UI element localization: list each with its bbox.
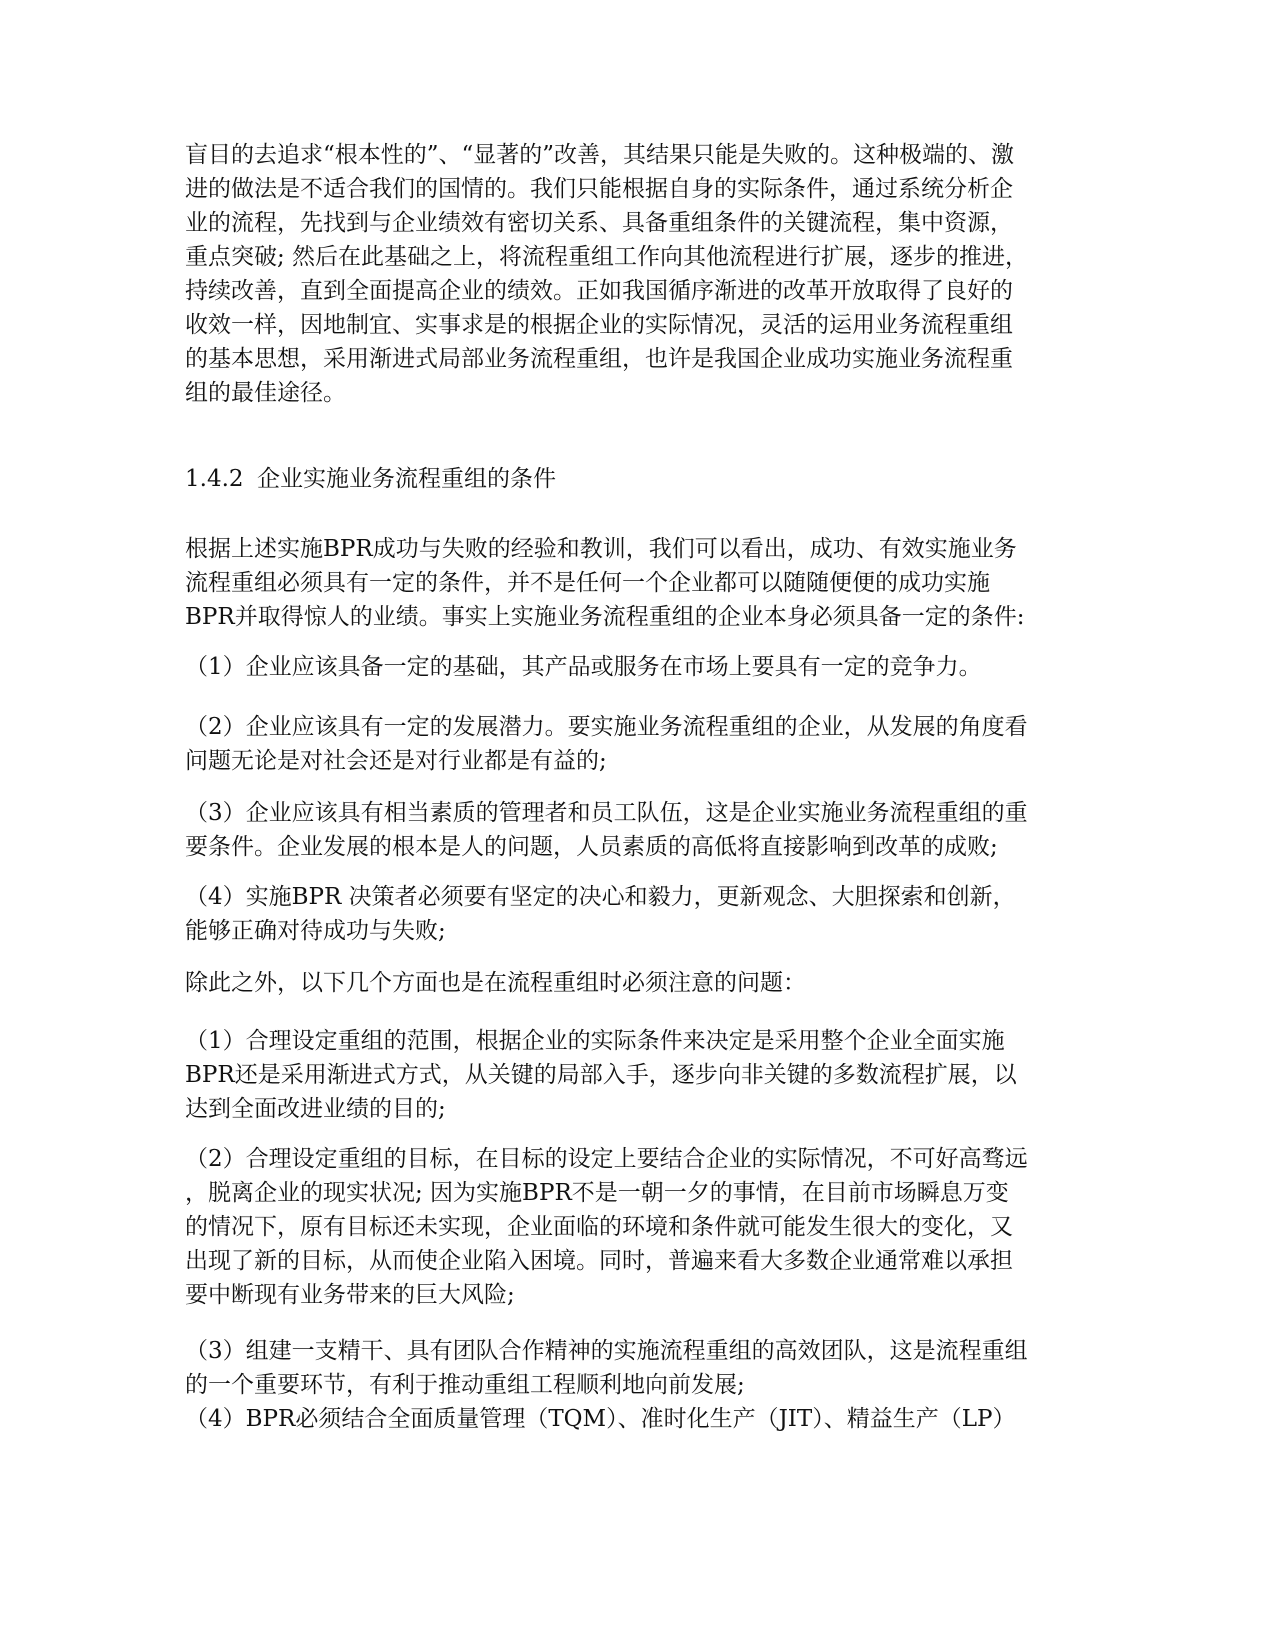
- text-line: （1）企业应该具备一定的基础，其产品或服务在市场上要具有一定的竞争力。: [185, 654, 982, 680]
- text-line: 能够正确对待成功与失败;: [185, 918, 446, 944]
- besides-paragraph: [185, 966, 1085, 1000]
- text-line: 根据上述实施BPR成功与失败的经验和教训，我们可以看出，成功、有效实施业务: [185, 536, 1017, 562]
- text-line: 业的流程，先找到与企业绩效有密切关系、具备重组条件的关键流程，集中资源，: [185, 210, 1013, 236]
- text-line: 要条件。企业发展的根本是人的问题，人员素质的高低将直接影响到改革的成败;: [185, 834, 998, 860]
- text-line: 持续改善，直到全面提高企业的绩效。正如我国循序渐进的改革开放取得了良好的: [185, 278, 1013, 304]
- text-line: 盲目的去追求“根本性的”、“显著的”改善，其结果只能是失败的。这种极端的、激: [185, 142, 1015, 168]
- section-heading: [185, 462, 556, 496]
- text-line: 重点突破; 然后在此基础之上，将流程重组工作向其他流程进行扩展，逐步的推进，: [185, 244, 1029, 270]
- text-line: 收效一样，因地制宜、实事求是的根据企业的实际情况，灵活的运用业务流程重组: [185, 312, 1013, 338]
- text-line: （3）企业应该具有相当素质的管理者和员工队伍，这是企业实施业务流程重组的重: [185, 800, 1028, 826]
- text-line: 达到全面改进业绩的目的;: [185, 1096, 446, 1122]
- section-title: 企业实施业务流程重组的条件: [257, 466, 556, 492]
- conditions-paragraph: [185, 532, 1085, 634]
- text-line: 进的做法是不适合我们的国情的。我们只能根据自身的实际条件，通过系统分析企: [185, 176, 1013, 202]
- text-line: 出现了新的目标，从而使企业陷入困境。同时，普遍来看大多数企业通常难以承担: [185, 1248, 1013, 1274]
- section-number: 1.4.2: [185, 466, 244, 492]
- text-line: 要中断现有业务带来的巨大风险;: [185, 1282, 515, 1308]
- text-line: （4）实施BPR 决策者必须要有坚定的决心和毅力，更新观念、大胆探索和创新，: [185, 884, 1016, 910]
- issue-item-1: [185, 1024, 1085, 1126]
- text-line: 组的最佳途径。: [185, 380, 346, 406]
- issue-item-2: [185, 1142, 1085, 1312]
- text-line: （2）企业应该具有一定的发展潜力。要实施业务流程重组的企业，从发展的角度看: [185, 714, 1028, 740]
- text-line: BPR并取得惊人的业绩。事实上实施业务流程重组的企业本身必须具备一定的条件:: [185, 604, 1025, 630]
- text-line: （2）合理设定重组的目标，在目标的设定上要结合企业的实际情况，不可好高骛远: [185, 1146, 1028, 1172]
- text-line: 的一个重要环节，有利于推动重组工程顺利地向前发展;: [185, 1372, 745, 1398]
- text-line: 的基本思想，采用渐进式局部业务流程重组，也许是我国企业成功实施业务流程重: [185, 346, 1013, 372]
- text-line: （4）BPR必须结合全面质量管理（TQM）、准时化生产（JIT）、精益生产（LP）: [185, 1406, 1016, 1432]
- text-line: ，脱离企业的现实状况; 因为实施BPR不是一朝一夕的事情，在目前市场瞬息万变: [185, 1180, 1009, 1206]
- text-line: 问题无论是对社会还是对行业都是有益的;: [185, 748, 607, 774]
- intro-paragraph: [185, 138, 1085, 410]
- text-line: BPR还是采用渐进式方式，从关键的局部入手，逐步向非关键的多数流程扩展，以: [185, 1062, 1017, 1088]
- text-line: 的情况下，原有目标还未实现，企业面临的环境和条件就可能发生很大的变化，又: [185, 1214, 1013, 1240]
- text-line: （3）组建一支精干、具有团队合作精神的实施流程重组的高效团队，这是流程重组: [185, 1338, 1028, 1364]
- condition-item-3: [185, 796, 1085, 864]
- condition-item-4: [185, 880, 1085, 948]
- text-line: 流程重组必须具有一定的条件，并不是任何一个企业都可以随随便便的成功实施: [185, 570, 990, 596]
- text-line: 除此之外，以下几个方面也是在流程重组时必须注意的问题：: [185, 970, 806, 996]
- text-line: （1）合理设定重组的范围，根据企业的实际条件来决定是采用整个企业全面实施: [185, 1028, 1005, 1054]
- condition-item-2: [185, 710, 1085, 778]
- condition-item-1: [185, 650, 1085, 684]
- issue-items-3-4: [185, 1334, 1085, 1436]
